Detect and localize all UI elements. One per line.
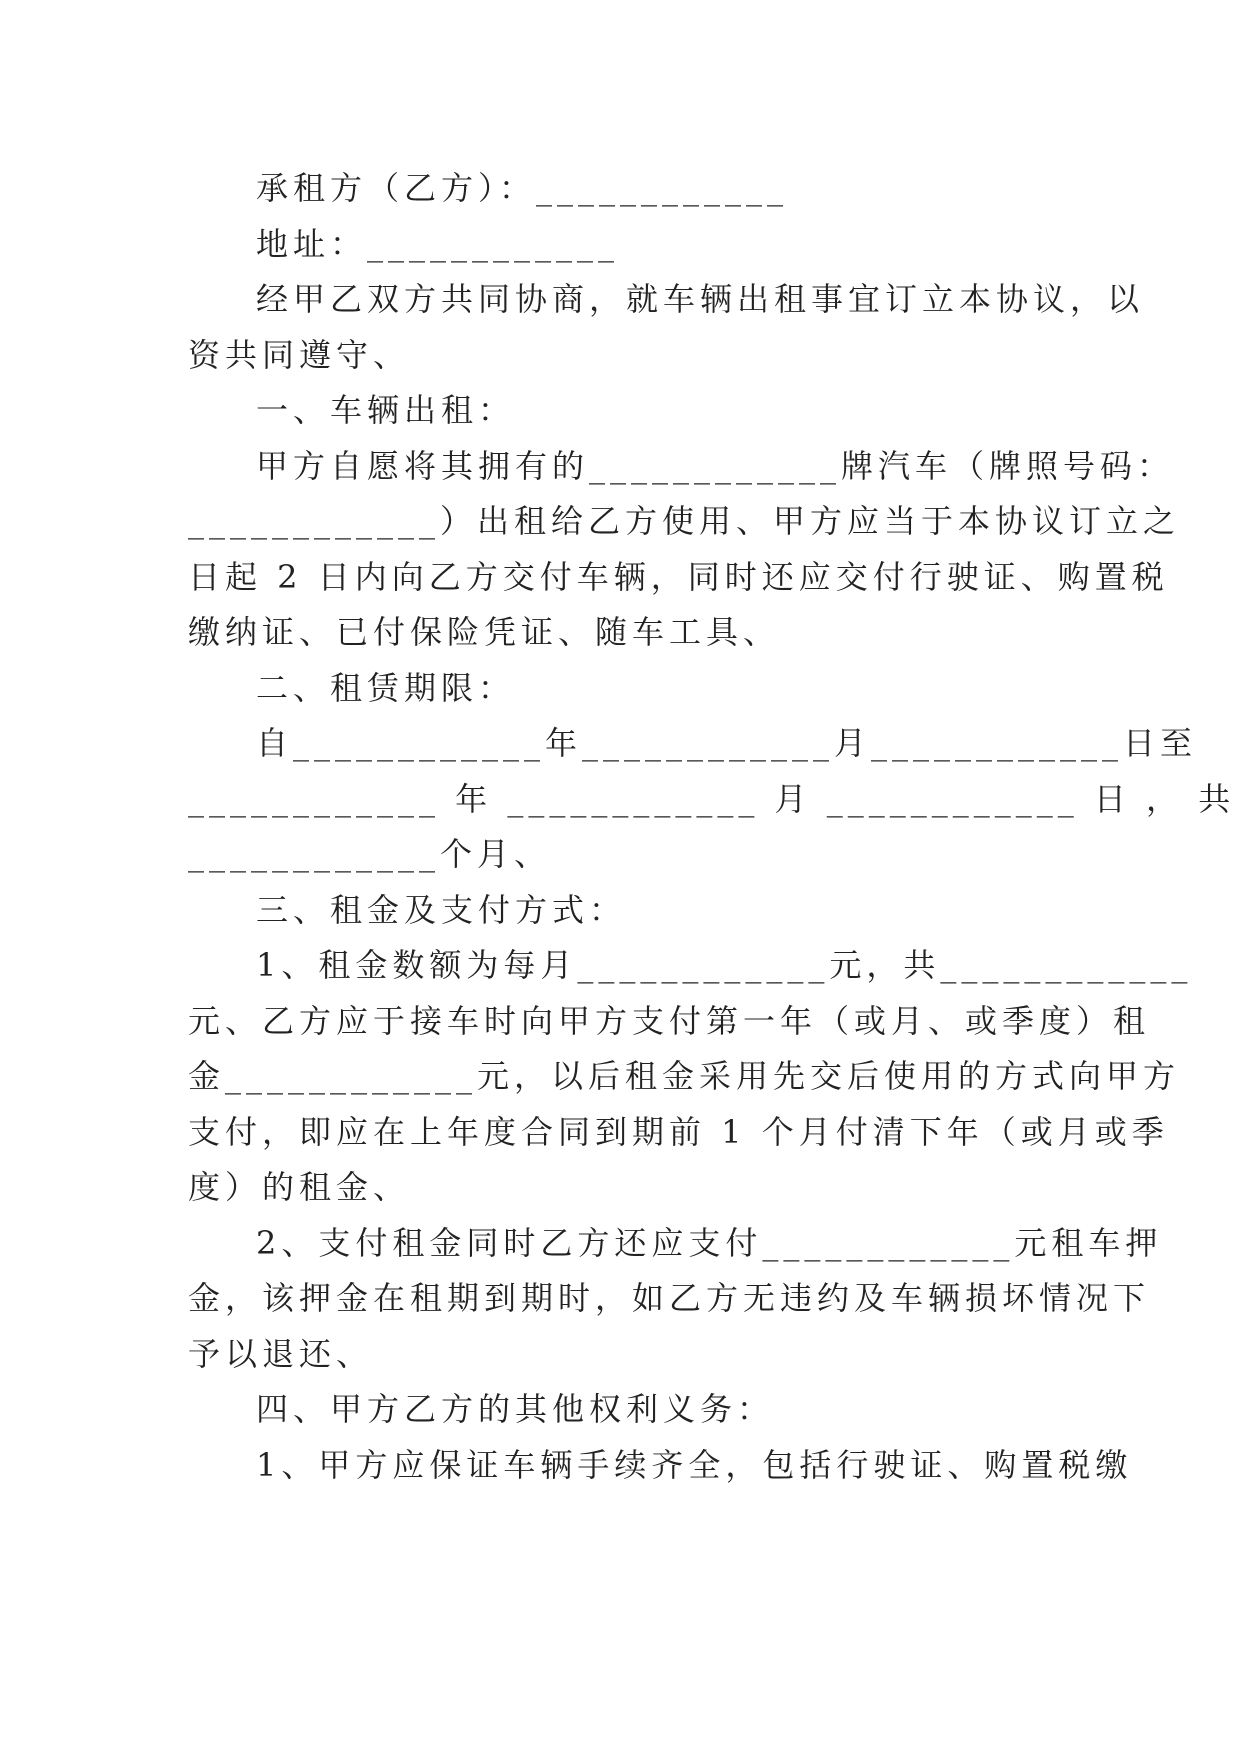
section-1-line-4: 缴纳证、已付保险凭证、随车工具、 (188, 613, 781, 651)
section-3-heading: 三、租金及支付方式： (256, 891, 627, 929)
section-1-line-3: 日起 2 日内向乙方交付车辆，同时还应交付行驶证、购置税 (188, 558, 1169, 596)
rent-clause-1-line-1: 1、租金数额为每月____________元，共____________ (256, 946, 1193, 984)
section-1-heading: 一、车辆出租： (256, 391, 516, 429)
rent-clause-1-line-5: 度）的租金、 (188, 1168, 411, 1206)
rent-clause-2-line-3: 予以退还、 (188, 1335, 374, 1373)
section-4-heading: 四、甲方乙方的其他权利义务： (256, 1390, 775, 1428)
lease-period-line-3: ____________个月、 (188, 835, 552, 873)
preamble-line-2: 资共同遵守、 (188, 336, 411, 374)
rent-clause-1-line-2: 元、乙方应于接车时向甲方支付第一年（或月、或季度）租 (188, 1002, 1151, 1040)
rights-clause-1-line-1: 1、甲方应保证车辆手续齐全，包括行驶证、购置税缴 (256, 1446, 1133, 1484)
address-line: 地址：____________ (256, 225, 620, 263)
rent-clause-1-line-4: 支付，即应在上年度合同到期前 1 个月付清下年（或月或季 (188, 1113, 1169, 1151)
section-1-line-2: ____________）出租给乙方使用、甲方应当于本协议订立之 (188, 502, 1181, 540)
rent-clause-2-line-2: 金，该押金在租期到期时，如乙方无违约及车辆损坏情况下 (188, 1279, 1151, 1317)
section-1-line-1: 甲方自愿将其拥有的____________牌汽车（牌照号码： (256, 447, 1175, 485)
rent-clause-1-line-3: 金____________元，以后租金采用先交后使用的方式向甲方 (188, 1057, 1181, 1095)
section-2-heading: 二、租赁期限： (256, 669, 516, 707)
lease-period-line-1: 自____________年____________月____________日至 (256, 724, 1198, 762)
lessee-line: 承租方（乙方）：____________ (256, 169, 789, 207)
preamble-line-1: 经甲乙双方共同协商，就车辆出租事宜订立本协议，以 (256, 280, 1145, 318)
lease-period-line-2: ____________ 年 ____________ 月 ____________ 日 ， 共 (188, 780, 1236, 818)
rent-clause-2-line-1: 2、支付租金同时乙方还应支付____________元租车押 (256, 1224, 1163, 1262)
